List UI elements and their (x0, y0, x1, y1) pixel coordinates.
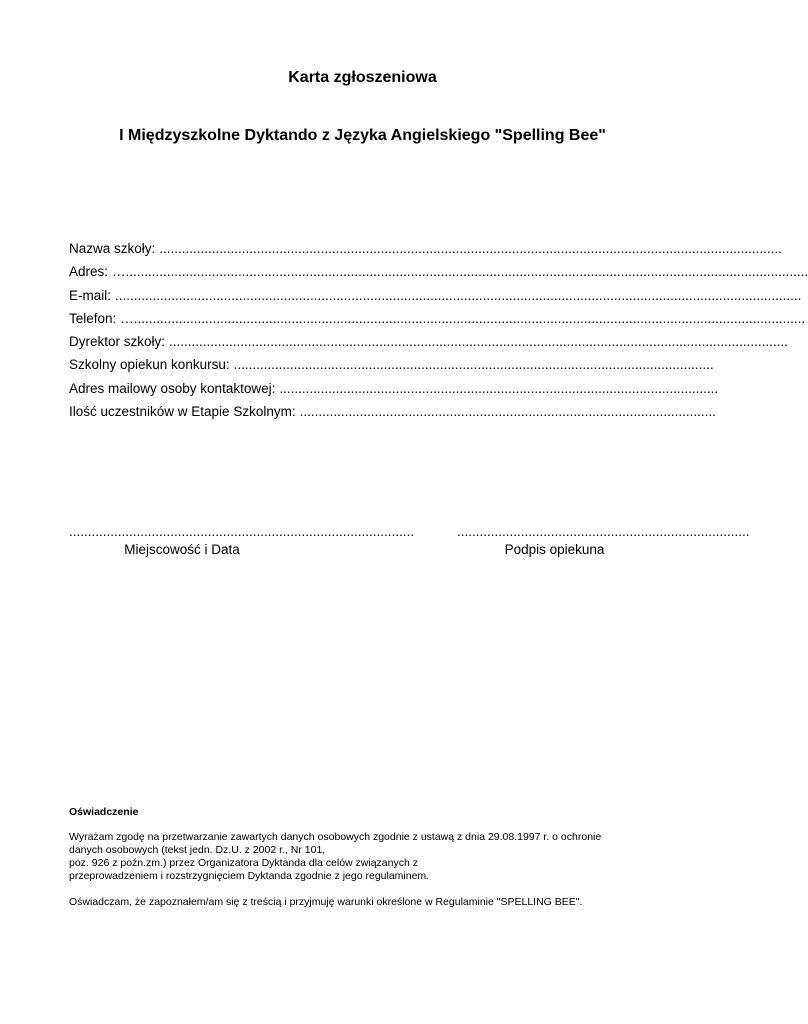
field-fill-line: ....................................................................................................................................................................................... (115, 287, 802, 303)
field-fill-line: ..................................................................................................................................................................... (169, 334, 788, 350)
field-label: Ilość uczestników w Etapie Szkolnym: (69, 404, 296, 420)
field-label: E-mail: (69, 287, 112, 303)
place-date-signature-block (69, 524, 415, 560)
field-label: Szkolny opiekun konkursu: (69, 357, 230, 373)
field-label: Adres mailowy osoby kontaktowej: (69, 380, 276, 396)
declaration-heading: Oświadczenie (69, 806, 139, 818)
field-fill-line: ...................................................................................................................................................................... (159, 241, 782, 256)
field-fill-line: ................................................................................................................................ (233, 357, 714, 373)
declaration-line: przeprowadzeniem i rozstrzygnięciem Dyktanda zgodnie z jego regulaminem. (69, 870, 430, 882)
field-fill-line: …................................................................................................................................................................................... (120, 310, 806, 326)
document-subtitle: I Międzyszkolne Dyktando z Języka Angielskiego "Spelling Bee" (119, 127, 606, 144)
field-label: Adres: (69, 264, 109, 280)
declaration-line: poz. 926 z poźn.zm.) przez Organizatora Dyktanda dla celów związanych z (69, 857, 418, 869)
declaration-line: danych osobowych (tekst jedn. Dz.U. z 2002 r., Nr 101, (69, 844, 326, 856)
field-fill-line: ..................................................................................................................... (279, 380, 719, 396)
application-form-fields (69, 239, 808, 425)
document-title: Karta zgłoszeniowa (288, 69, 437, 86)
place-date-line: ............................................................................................ (69, 524, 415, 539)
coordinator-signature-caption: Podpis opiekuna (504, 542, 605, 557)
form-field-phone (69, 309, 806, 332)
form-field-principal (69, 332, 788, 355)
field-label: Nazwa szkoły: (69, 241, 156, 256)
coordinator-signature-line: .............................................................................. (457, 524, 750, 539)
field-fill-line: …...................................................................................................................................................................................... (112, 264, 808, 280)
place-date-caption: Miejscowość i Data (124, 542, 240, 557)
declaration-spacer (69, 883, 669, 896)
form-field-address (69, 262, 808, 285)
field-fill-line: ............................................................................................................... (299, 404, 716, 420)
form-field-email (69, 286, 802, 309)
coordinator-signature-block (457, 524, 750, 560)
form-field-school-coordinator (69, 355, 714, 378)
form-field-school-name (69, 239, 782, 262)
declaration-line: Wyrażam zgodę na przetwarzanie zawartych danych osobowych zgodnie z ustawą z dnia 29.08.1997 r. o ochronie (69, 831, 602, 843)
field-label: Dyrektor szkoły: (69, 334, 166, 350)
form-field-contact-email (69, 379, 719, 402)
field-label: Telefon: (69, 310, 117, 326)
declaration-statement: Oświadczam, że zapoznałem/am się z treścią i przyjmuję warunki określone w Regulaminie "SPELLING BEE". (69, 896, 583, 908)
consent-declaration (69, 806, 669, 909)
form-field-participant-count (69, 402, 716, 425)
